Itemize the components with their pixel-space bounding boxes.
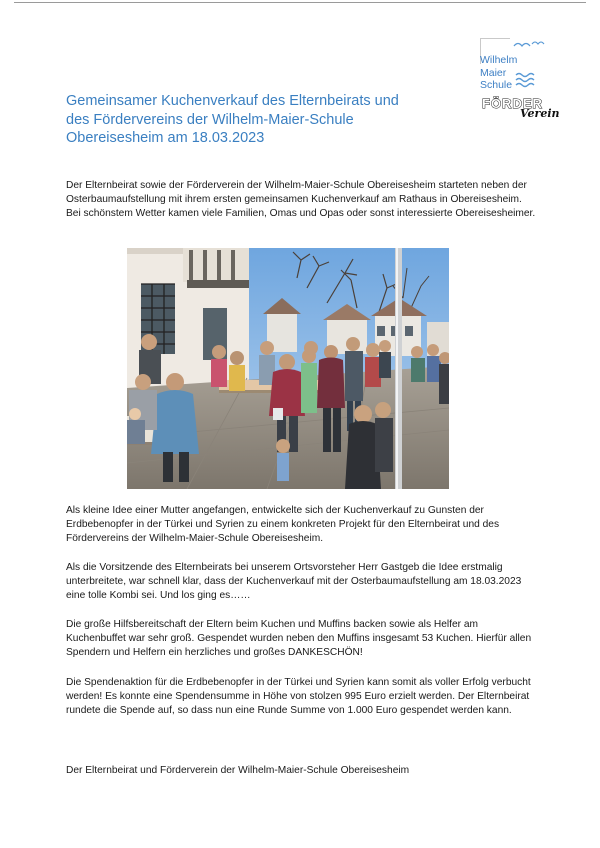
mayor-paragraph: Als die Vorsitzende des Elternbeirats bei unserem Ortsvorsteher Herr Gastgeb die Idee erstmalig unterbreitete, war schnell klar, dass der Kuchenverkauf mit der Osterbaumaufstellung am 18.03.2023 eine tolle Kombi sei. Und los ging es…… xyxy=(66,562,522,601)
birds-icon xyxy=(510,36,550,52)
page-title: Gemeinsamer Kuchenverkauf des Elternbeirats und des Fördervereins der Wilhelm-Maier-Schule Obereisesheim am 18.03.2023 xyxy=(66,93,399,146)
logo-verein: Verein xyxy=(520,107,560,120)
signature-line: Der Elternbeirat und Förderverein der Wilhelm-Maier-Schule Obereisesheim xyxy=(66,765,410,776)
event-photo xyxy=(127,248,449,489)
logo xyxy=(478,36,570,122)
top-rule xyxy=(14,2,586,3)
logo-school-name xyxy=(480,54,517,92)
logo-line-3: Schule xyxy=(480,79,513,91)
logo-line-1: Wilhelm xyxy=(480,54,518,66)
logo-line-2: Maier xyxy=(480,66,507,79)
intro-paragraph: Der Elternbeirat sowie der Förderverein der Wilhelm-Maier-Schule Obereisesheim starteten neben der Osterbaumaufstellung mit ihrem ersten gemeinsamen Kuchenverkauf am Rathaus in Obereisesheim. Bei schönstem Wetter kamen viele Familien, Omas und Opas oder sonst interessierte Obereisesheimer. xyxy=(66,180,536,219)
logo-frame-top xyxy=(480,38,510,39)
idea-paragraph: Als kleine Idee einer Mutter angefangen, entwickelte sich der Kuchenverkauf zu Gunsten der Erdbebenopfer in der Türkei und Syrien zu einem konkreten Projekt für den Elternbeirat und des Fördervereins der Wilhelm-Maier-Schule Obereisesheim. xyxy=(66,505,500,544)
donation-paragraph: Die Spendenaktion für die Erdbebenopfer in der Türkei und Syrien kann somit als voller Erfolg verbucht werden! Es konnte eine Spendensumme in Höhe von stolzen 995 Euro erzielt werden. Der Elternbeirat rundete die Spende auf, so dass nun eine Runde Summe von 1.000 Euro gespendet werden kann. xyxy=(66,677,531,716)
helpers-paragraph: Die große Hilfsbereitschaft der Eltern beim Kuchen und Muffins backen sowie als Helfer am Kuchenbuffet war sehr groß. Gespendet wurden neben den Muffins insgesamt 53 Kuchen. Hierfür allen Spendern und Helfern ein herzliches und großes DANKESCHÖN! xyxy=(66,619,532,658)
waves-icon xyxy=(514,70,540,90)
logo-foerder: FÖRDER xyxy=(482,96,543,111)
